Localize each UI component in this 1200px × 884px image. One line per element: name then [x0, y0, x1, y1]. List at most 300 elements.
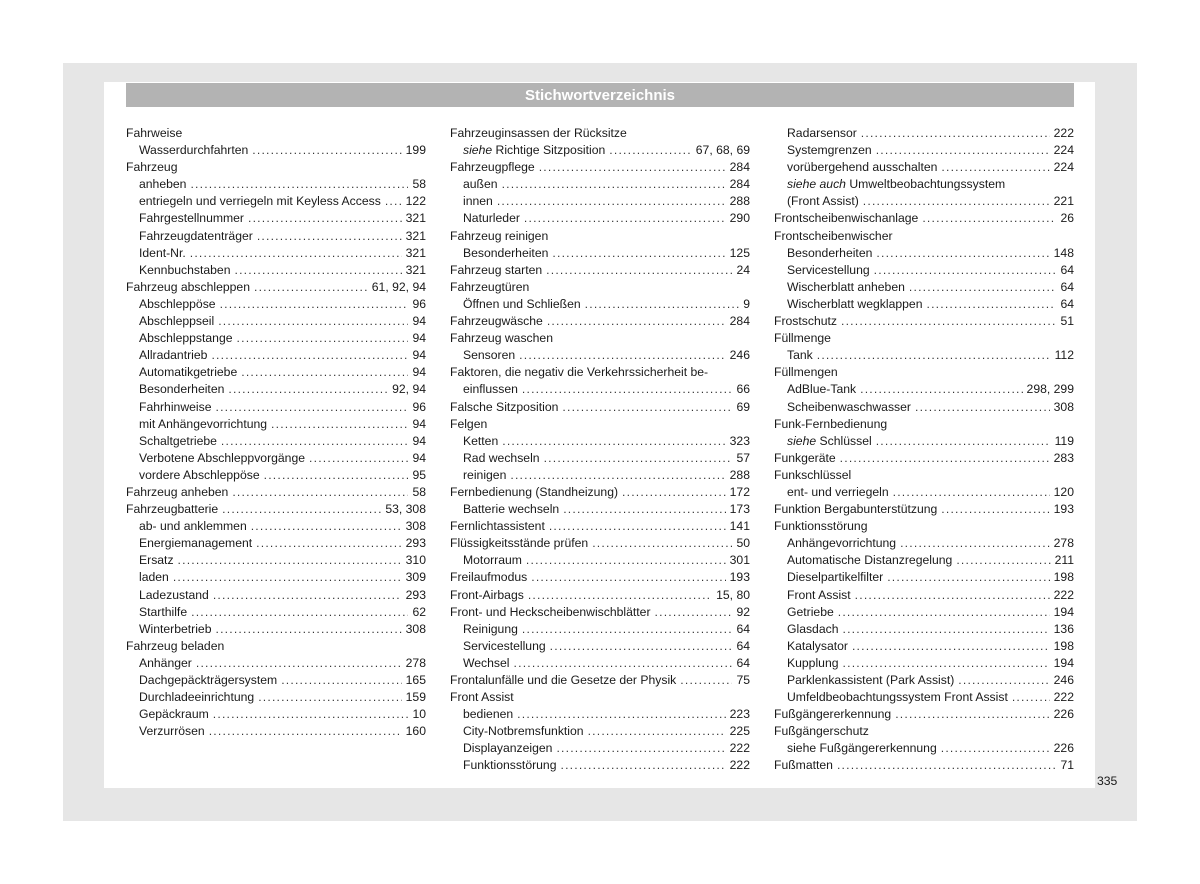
- dot-leader: [519, 347, 725, 364]
- index-page-ref: 193: [729, 570, 750, 585]
- index-term: Winterbetrieb: [139, 621, 212, 636]
- index-page-ref: 226: [1053, 741, 1074, 756]
- index-page-ref: 290: [729, 211, 750, 226]
- index-page-ref: 194: [1053, 604, 1074, 619]
- index-entry: [126, 604, 426, 621]
- index-term: Ketten: [463, 433, 499, 448]
- index-entry: [126, 347, 426, 364]
- index-entry: [126, 672, 426, 689]
- index-term: Anhängevorrichtung: [787, 536, 897, 551]
- dot-leader: [561, 757, 726, 774]
- index-page-ref: 64: [1060, 296, 1074, 311]
- index-page-ref: 94: [412, 348, 426, 363]
- index-page-ref: 198: [1053, 570, 1074, 585]
- index-entry: [126, 467, 426, 484]
- index-entry: [774, 467, 1074, 484]
- index-entry: [450, 689, 750, 706]
- index-term: Motorraum: [463, 553, 522, 568]
- index-entry: [774, 159, 1074, 176]
- index-page-ref: 226: [1053, 707, 1074, 722]
- index-term: Systemgrenzen: [787, 143, 872, 158]
- index-term: Front Assist: [787, 587, 851, 602]
- index-entry: [774, 262, 1074, 279]
- index-page-ref: 136: [1053, 621, 1074, 636]
- index-page-ref: 222: [1053, 126, 1074, 140]
- index-term: Ersatz: [139, 553, 174, 568]
- index-entry: [450, 159, 750, 176]
- index-page-ref: 222: [729, 741, 750, 756]
- dot-leader: [213, 587, 402, 604]
- index-term: Sensoren: [463, 348, 516, 363]
- dot-leader: [173, 569, 402, 586]
- index-term: Energiemanagement: [139, 536, 253, 551]
- index-term: Naturleder: [463, 211, 520, 226]
- index-entry: [450, 569, 750, 586]
- index-page-ref: 199: [405, 143, 426, 158]
- index-term: Fußmatten: [774, 758, 833, 773]
- index-term: Funktionsstörung: [774, 519, 868, 534]
- index-term: Funktionsstörung: [463, 758, 557, 773]
- dot-leader: [281, 672, 401, 689]
- dot-leader: [887, 569, 1049, 586]
- index-term: Verzurrösen: [139, 724, 205, 739]
- dot-leader: [655, 604, 733, 621]
- index-entry: [450, 381, 750, 398]
- dot-leader: [256, 535, 402, 552]
- index-term-text: Umweltbeobachtungssystem: [845, 177, 1006, 192]
- index-entry: [774, 621, 1074, 638]
- index-page-ref: 278: [405, 655, 426, 670]
- index-page-ref: 246: [729, 348, 750, 363]
- index-page-ref: 321: [405, 262, 426, 277]
- index-entry: [126, 399, 426, 416]
- index-term: Fahrzeug anheben: [126, 484, 229, 499]
- index-entry: [450, 467, 750, 484]
- index-term: (Front Assist): [787, 194, 859, 209]
- index-term-text: Schlüssel: [816, 433, 872, 448]
- index-term: Automatische Distanzregelung: [787, 553, 953, 568]
- index-entry: [126, 689, 426, 706]
- index-entry: [450, 433, 750, 450]
- index-entry: [450, 125, 750, 142]
- index-page-ref: 125: [729, 245, 750, 260]
- index-term: Fahrzeugbatterie: [126, 502, 219, 517]
- index-term: Starthilfe: [139, 604, 188, 619]
- dot-leader: [1012, 689, 1050, 706]
- index-page-ref: 222: [1053, 587, 1074, 602]
- dot-leader: [251, 518, 402, 535]
- index-entry: [126, 228, 426, 245]
- index-page-ref: 211: [1054, 553, 1074, 568]
- index-entry: [774, 740, 1074, 757]
- index-page-ref: 24: [736, 262, 750, 277]
- index-entry: [126, 210, 426, 227]
- index-term: Wechsel: [463, 655, 510, 670]
- index-term: Felgen: [450, 416, 488, 431]
- index-term: Scheibenwaschwasser: [787, 399, 911, 414]
- index-entry: [450, 587, 750, 604]
- index-term: Rad wechseln: [463, 450, 540, 465]
- index-term: Servicestellung: [787, 262, 870, 277]
- dot-leader: [840, 450, 1050, 467]
- dot-leader: [264, 467, 409, 484]
- index-page-ref: 193: [1053, 502, 1074, 517]
- index-entry: [774, 569, 1074, 586]
- index-entry: [774, 518, 1074, 535]
- index-entry: [450, 228, 750, 245]
- index-term: Automatikgetriebe: [139, 365, 238, 380]
- dot-leader: [562, 399, 732, 416]
- dot-leader: [552, 245, 725, 262]
- index-entry: [774, 245, 1074, 262]
- index-page-ref: 66: [736, 382, 750, 397]
- index-column-3: [774, 125, 1074, 775]
- index-page-ref: 224: [1053, 160, 1074, 175]
- index-entry: [450, 723, 750, 740]
- index-term: Faktoren, die negativ die Verkehrssicherheit be-: [450, 365, 709, 380]
- index-entry: [126, 313, 426, 330]
- dot-leader: [237, 330, 409, 347]
- index-entry: [126, 296, 426, 313]
- index-page-ref: 58: [412, 177, 426, 192]
- index-entry: [774, 142, 1074, 159]
- index-entry: [450, 279, 750, 296]
- index-term: Öffnen und Schließen: [463, 296, 581, 311]
- dot-leader: [232, 484, 408, 501]
- index-page-ref: 94: [412, 450, 426, 465]
- index-term: Funk-Fernbedienung: [774, 416, 888, 431]
- index-entry: [450, 142, 750, 159]
- index-entry: [774, 433, 1074, 450]
- index-term: Fahrzeuginsassen der Rücksitze: [450, 126, 627, 140]
- index-term: laden: [139, 570, 169, 585]
- index-entry: [126, 501, 426, 518]
- dot-leader: [215, 399, 408, 416]
- dot-leader: [309, 450, 408, 467]
- index-term: Fahrzeugpflege: [450, 160, 535, 175]
- index-column-2: [450, 125, 750, 775]
- index-page-ref: 58: [412, 484, 426, 499]
- index-entry: [126, 638, 426, 655]
- index-entry: [774, 484, 1074, 501]
- index-page-ref: 69: [736, 399, 750, 414]
- index-entry: [126, 416, 426, 433]
- dot-leader: [271, 416, 408, 433]
- index-term: Verbotene Abschleppvorgänge: [139, 450, 306, 465]
- index-term: Glasdach: [787, 621, 839, 636]
- index-term: Front- und Heckscheibenwischblätter: [450, 604, 651, 619]
- dot-leader: [852, 638, 1050, 655]
- index-entry: [774, 450, 1074, 467]
- index-term-reference: siehe: [787, 433, 817, 448]
- index-page-ref: 298, 299: [1026, 382, 1074, 397]
- index-term: Abschleppseil: [139, 314, 215, 329]
- dot-leader: [817, 347, 1051, 364]
- index-page-ref: 321: [405, 211, 426, 226]
- dot-leader: [220, 296, 409, 313]
- dot-leader: [838, 604, 1050, 621]
- dot-leader: [876, 142, 1050, 159]
- index-term: Fahrzeug beladen: [126, 638, 225, 653]
- index-term: Front-Airbags: [450, 587, 524, 602]
- index-term: [787, 433, 872, 450]
- index-page-ref: 222: [729, 758, 750, 773]
- dot-leader: [528, 587, 712, 604]
- section-header: Stichwortverzeichnis: [126, 83, 1074, 107]
- dot-leader: [895, 706, 1049, 723]
- index-page-ref: 50: [736, 536, 750, 551]
- index-page-ref: 284: [729, 177, 750, 192]
- index-term: Fahrzeug waschen: [450, 331, 553, 346]
- index-page-ref: 301: [729, 553, 750, 568]
- index-term: Allradantrieb: [139, 348, 208, 363]
- index-term: Durchladeeinrichtung: [139, 690, 255, 705]
- index-term: vorübergehend ausschalten: [787, 160, 938, 175]
- dot-leader: [585, 296, 740, 313]
- index-term: Besonderheiten: [463, 245, 549, 260]
- index-entry: [774, 381, 1074, 398]
- index-term: Fahrhinweise: [139, 399, 212, 414]
- index-entry: [126, 364, 426, 381]
- index-page-ref: 26: [1060, 211, 1074, 226]
- dot-leader: [241, 364, 408, 381]
- dot-leader: [258, 689, 401, 706]
- index-term: Radarsensor: [787, 126, 857, 140]
- index-entry: [774, 757, 1074, 774]
- index-entry: [774, 535, 1074, 552]
- dot-leader: [900, 535, 1050, 552]
- index-term: Frontscheibenwischer: [774, 228, 893, 243]
- index-entry: [126, 330, 426, 347]
- index-entry: [450, 655, 750, 672]
- dot-leader: [209, 723, 402, 740]
- dot-leader: [837, 757, 1057, 774]
- index-term: Frostschutz: [774, 314, 837, 329]
- index-term: ab- und anklemmen: [139, 519, 247, 534]
- index-entry: [774, 313, 1074, 330]
- index-term: Funktion Bergabunterstützung: [774, 502, 938, 517]
- index-term: Fernlichtassistent: [450, 519, 545, 534]
- index-term: Fahrzeugtüren: [450, 279, 530, 294]
- dot-leader: [876, 433, 1051, 450]
- index-page-ref: 309: [405, 570, 426, 585]
- index-entry: [450, 262, 750, 279]
- dot-leader: [893, 484, 1050, 501]
- index-page-ref: 159: [405, 690, 426, 705]
- index-page-ref: 293: [405, 536, 426, 551]
- index-entry: [450, 535, 750, 552]
- dot-leader: [522, 621, 733, 638]
- index-page-ref: 94: [412, 314, 426, 329]
- dot-leader: [927, 296, 1057, 313]
- index-term: Funkgeräte: [774, 450, 836, 465]
- index-page-ref: 92: [736, 604, 750, 619]
- index-term: Fahrzeug reinigen: [450, 228, 549, 243]
- index-page-ref: 61, 92, 94: [371, 279, 426, 294]
- index-term: Abschleppstange: [139, 331, 233, 346]
- dot-leader: [549, 518, 726, 535]
- index-entry: [450, 347, 750, 364]
- index-term: Reinigung: [463, 621, 518, 636]
- index-entry: [450, 296, 750, 313]
- index-entry: [774, 723, 1074, 740]
- index-page-ref: 94: [412, 365, 426, 380]
- dot-leader: [218, 313, 408, 330]
- index-page-ref: 288: [729, 467, 750, 482]
- dot-leader: [922, 210, 1056, 227]
- index-term: [463, 142, 605, 159]
- index-entry: [126, 262, 426, 279]
- index-term: Frontscheibenwischanlage: [774, 211, 919, 226]
- index-page-ref: 288: [729, 194, 750, 209]
- index-term: Umfeldbeobachtungssystem Front Assist: [787, 690, 1008, 705]
- index-term-reference: siehe auch: [787, 177, 846, 192]
- dot-leader: [843, 655, 1050, 672]
- index-entry: [450, 176, 750, 193]
- index-term: Frontalunfälle und die Gesetze der Physik: [450, 673, 677, 687]
- index-entry: [450, 518, 750, 535]
- dot-leader: [213, 706, 409, 723]
- dot-leader: [556, 740, 725, 757]
- dot-leader: [941, 501, 1049, 518]
- index-term: siehe Fußgängererkennung: [787, 741, 937, 756]
- dot-leader: [843, 621, 1050, 638]
- index-term: Fahrzeug: [126, 160, 178, 175]
- dot-leader: [941, 740, 1050, 757]
- index-entry: [450, 210, 750, 227]
- dot-leader: [863, 193, 1050, 210]
- index-term: Dachgepäckträgersystem: [139, 673, 278, 687]
- index-entry: [774, 279, 1074, 296]
- index-entry: [126, 159, 426, 176]
- index-page-ref: 94: [412, 331, 426, 346]
- index-entry: [126, 279, 426, 296]
- dot-leader: [550, 638, 733, 655]
- index-page-ref: 310: [405, 553, 426, 568]
- index-term: Kennbuchstaben: [139, 262, 231, 277]
- index-page-ref: 321: [405, 228, 426, 243]
- index-term: Servicestellung: [463, 638, 546, 653]
- dot-leader: [502, 433, 725, 450]
- dot-leader: [252, 142, 401, 159]
- dot-leader: [385, 193, 402, 210]
- dot-leader: [860, 381, 1022, 398]
- index-page-ref: 94: [412, 433, 426, 448]
- index-page-ref: 64: [1060, 262, 1074, 277]
- index-term: City-Notbremsfunktion: [463, 724, 584, 739]
- index-entry: [774, 210, 1074, 227]
- index-page-ref: 160: [405, 724, 426, 739]
- index-page-ref: 120: [1053, 484, 1074, 499]
- index-entry: [774, 125, 1074, 142]
- dot-leader: [514, 655, 733, 672]
- index-term: Katalysator: [787, 638, 848, 653]
- dot-leader: [510, 467, 725, 484]
- dot-leader: [497, 193, 726, 210]
- index-entry: [774, 228, 1074, 245]
- index-term: Falsche Sitzposition: [450, 399, 559, 414]
- dot-leader: [522, 381, 733, 398]
- index-term: Dieselpartikelfilter: [787, 570, 884, 585]
- index-entry: [126, 706, 426, 723]
- index-page-ref: 141: [729, 519, 750, 534]
- index-term: einflussen: [463, 382, 518, 397]
- index-page-ref: 62: [412, 604, 426, 619]
- dot-leader: [622, 484, 726, 501]
- index-term: vordere Abschleppöse: [139, 467, 260, 482]
- index-term: Funkschlüssel: [774, 467, 852, 482]
- index-entry: [774, 638, 1074, 655]
- index-page-ref: 95: [412, 467, 426, 482]
- index-term: Wischerblatt anheben: [787, 279, 905, 294]
- index-page-ref: 119: [1054, 433, 1074, 448]
- index-page-ref: 225: [729, 724, 750, 739]
- dot-leader: [588, 723, 726, 740]
- index-page-ref: 10: [412, 707, 426, 722]
- index-entry: [450, 484, 750, 501]
- index-term: Füllmengen: [774, 365, 838, 380]
- index-page-ref: 246: [1053, 673, 1074, 687]
- dot-leader: [234, 262, 401, 279]
- index-page-ref: 148: [1053, 245, 1074, 260]
- index-term: Fahrgestellnummer: [139, 211, 244, 226]
- index-entry: [126, 125, 426, 142]
- index-term: Fußgängerschutz: [774, 724, 869, 739]
- index-entry: [450, 604, 750, 621]
- index-term: Gepäckraum: [139, 707, 209, 722]
- index-term: Fahrzeugdatenträger: [139, 228, 253, 243]
- index-page-ref: 67, 68, 69: [695, 143, 750, 158]
- index-entry: [126, 245, 426, 262]
- index-term: reinigen: [463, 467, 507, 482]
- index-term: bedienen: [463, 707, 514, 722]
- index-term: Front Assist: [450, 690, 514, 705]
- index-entry: [774, 604, 1074, 621]
- index-term: mit Anhängevorrichtung: [139, 416, 268, 431]
- index-term: Batterie wechseln: [463, 502, 560, 517]
- index-term: Kupplung: [787, 655, 839, 670]
- index-entry: [126, 142, 426, 159]
- index-page-ref: 92, 94: [392, 382, 426, 397]
- index-term: AdBlue-Tank: [787, 382, 857, 397]
- index-entry: [450, 638, 750, 655]
- index-page-ref: 64: [736, 621, 750, 636]
- dot-leader: [526, 552, 726, 569]
- dot-leader: [563, 501, 725, 518]
- index-entry: [450, 330, 750, 347]
- index-page-ref: 221: [1053, 194, 1074, 209]
- index-page-ref: 96: [412, 296, 426, 311]
- index-entry: [774, 193, 1074, 210]
- index-entry: [126, 450, 426, 467]
- index-term: innen: [463, 194, 493, 209]
- dot-leader: [524, 210, 726, 227]
- index-term: Parklenkassistent (Park Assist): [787, 673, 955, 687]
- index-term: Fahrzeug abschleppen: [126, 279, 250, 294]
- index-page-ref: 51: [1060, 314, 1074, 329]
- index-entry: [774, 706, 1074, 723]
- index-term: Fußgängererkennung: [774, 707, 892, 722]
- index-page-ref: 96: [412, 399, 426, 414]
- index-term: Wischerblatt wegklappen: [787, 296, 923, 311]
- index-entry: [126, 587, 426, 604]
- index-term: Besonderheiten: [787, 245, 873, 260]
- index-term: Tank: [787, 348, 813, 363]
- dot-leader: [228, 381, 388, 398]
- dot-leader: [191, 604, 408, 621]
- index-entry: [126, 381, 426, 398]
- index-page-ref: 323: [729, 433, 750, 448]
